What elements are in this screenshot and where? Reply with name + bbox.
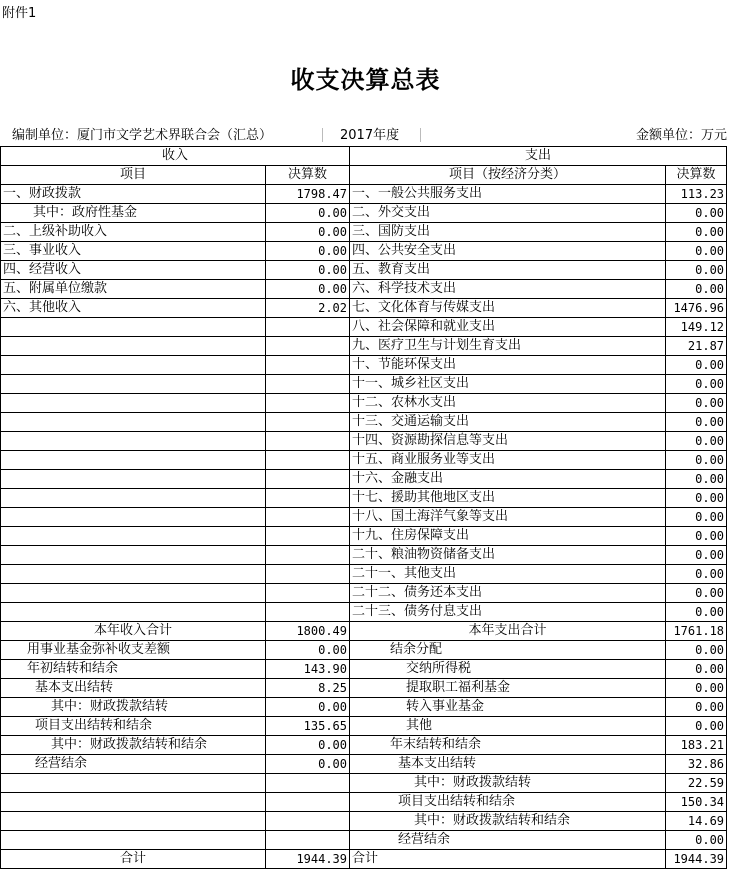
- empty-cell: [266, 394, 350, 413]
- table-row: [1, 299, 727, 318]
- expense-value: 0.00: [666, 584, 727, 603]
- table-row: [1, 660, 727, 679]
- empty-cell: [266, 451, 350, 470]
- table-row: [1, 470, 727, 489]
- income-value: 0.00: [266, 736, 350, 755]
- empty-cell: [266, 831, 350, 850]
- expense-subtotal-label: 本年支出合计: [350, 622, 666, 641]
- expense-label: 十一、城乡社区支出: [350, 375, 666, 394]
- table-row: [1, 242, 727, 261]
- expense-subtotal-value: 1761.18: [666, 622, 727, 641]
- table-row: [1, 793, 727, 812]
- expense-label: 提取职工福利基金: [350, 679, 666, 698]
- empty-cell: [1, 413, 266, 432]
- table-row: [1, 185, 727, 204]
- org-label: 编制单位：厦门市文学艺术界联合会（汇总）: [12, 128, 273, 143]
- table-row: [1, 546, 727, 565]
- empty-cell: [1, 432, 266, 451]
- table-row: [1, 451, 727, 470]
- empty-cell: [266, 356, 350, 375]
- expense-value: 0.00: [666, 546, 727, 565]
- table-row: [1, 698, 727, 717]
- empty-cell: [266, 565, 350, 584]
- table-row: [1, 375, 727, 394]
- income-label: 年初结转和结余: [1, 660, 266, 679]
- expense-value: 0.00: [666, 451, 727, 470]
- income-label: 其中：财政拨款结转: [1, 698, 266, 717]
- expense-value: 0.00: [666, 204, 727, 223]
- income-header: 收入: [1, 147, 350, 166]
- empty-cell: [1, 812, 266, 831]
- empty-cell: [1, 356, 266, 375]
- meta-divider: [322, 128, 323, 142]
- empty-cell: [266, 413, 350, 432]
- empty-cell: [1, 546, 266, 565]
- empty-cell: [266, 793, 350, 812]
- income-value: 1798.47: [266, 185, 350, 204]
- income-label: 经营结余: [1, 755, 266, 774]
- expense-label: 二、外交支出: [350, 204, 666, 223]
- page-title: 收支决算总表: [290, 66, 441, 94]
- income-label: 二、上级补助收入: [1, 223, 266, 242]
- expense-label: 六、科学技术支出: [350, 280, 666, 299]
- expense-label: 二十三、债务付息支出: [350, 603, 666, 622]
- table-row: [1, 812, 727, 831]
- subtotal-row: [1, 622, 727, 641]
- empty-cell: [266, 318, 350, 337]
- expense-value: 0.00: [666, 603, 727, 622]
- expense-label: 十五、商业服务业等支出: [350, 451, 666, 470]
- expense-value: 0.00: [666, 261, 727, 280]
- table-row: [1, 318, 727, 337]
- empty-cell: [266, 812, 350, 831]
- expense-label: 七、文化体育与传媒支出: [350, 299, 666, 318]
- table-row: [1, 413, 727, 432]
- table-row: [1, 565, 727, 584]
- expense-label: 经营结余: [350, 831, 666, 850]
- table-row: [1, 204, 727, 223]
- expense-value: 0.00: [666, 356, 727, 375]
- income-subtotal-value: 1800.49: [266, 622, 350, 641]
- expense-label: 十四、资源勘探信息等支出: [350, 432, 666, 451]
- income-label: 项目支出结转和结余: [1, 717, 266, 736]
- budget-table: [0, 146, 727, 869]
- expense-label: 四、公共安全支出: [350, 242, 666, 261]
- table-row: [1, 641, 727, 660]
- expense-value: 0.00: [666, 641, 727, 660]
- income-amount-header: 决算数: [266, 166, 350, 185]
- expense-label: 其他: [350, 717, 666, 736]
- income-label: 其中：财政拨款结转和结余: [1, 736, 266, 755]
- table-row: [1, 755, 727, 774]
- expense-value: 0.00: [666, 489, 727, 508]
- expense-label: 十九、住房保障支出: [350, 527, 666, 546]
- expense-value: 113.23: [666, 185, 727, 204]
- income-label: 五、附属单位缴款: [1, 280, 266, 299]
- income-total-label: 合计: [1, 850, 266, 869]
- expense-value: 0.00: [666, 831, 727, 850]
- empty-cell: [266, 774, 350, 793]
- expense-value: 0.00: [666, 242, 727, 261]
- expense-label: 一、一般公共服务支出: [350, 185, 666, 204]
- table-row: [1, 584, 727, 603]
- expense-label: 基本支出结转: [350, 755, 666, 774]
- subheader-row: [1, 166, 727, 185]
- income-value: 8.25: [266, 679, 350, 698]
- empty-cell: [1, 527, 266, 546]
- expense-value: 149.12: [666, 318, 727, 337]
- income-value: 0.00: [266, 641, 350, 660]
- table-row: [1, 432, 727, 451]
- table-row: [1, 280, 727, 299]
- table-row: [1, 337, 727, 356]
- table-row: [1, 508, 727, 527]
- empty-cell: [1, 470, 266, 489]
- empty-cell: [266, 337, 350, 356]
- expense-value: 0.00: [666, 565, 727, 584]
- expense-label: 十八、国土海洋气象等支出: [350, 508, 666, 527]
- empty-cell: [1, 774, 266, 793]
- income-value: 0.00: [266, 261, 350, 280]
- table-row: [1, 603, 727, 622]
- table-row: [1, 831, 727, 850]
- expense-item-header: 项目（按经济分类）: [350, 166, 666, 185]
- empty-cell: [266, 584, 350, 603]
- expense-label: 十六、金融支出: [350, 470, 666, 489]
- empty-cell: [1, 489, 266, 508]
- income-label: 四、经营收入: [1, 261, 266, 280]
- header-row: [1, 147, 727, 166]
- meta-divider: [420, 128, 421, 142]
- table-row: [1, 356, 727, 375]
- table-row: [1, 394, 727, 413]
- expense-value: 0.00: [666, 432, 727, 451]
- expense-value: 0.00: [666, 413, 727, 432]
- table-row: [1, 527, 727, 546]
- expense-value: 1476.96: [666, 299, 727, 318]
- expense-total-value: 1944.39: [666, 850, 727, 869]
- empty-cell: [266, 432, 350, 451]
- empty-cell: [1, 318, 266, 337]
- expense-value: 0.00: [666, 717, 727, 736]
- expense-label: 九、医疗卫生与计划生育支出: [350, 337, 666, 356]
- income-value: 143.90: [266, 660, 350, 679]
- expense-value: 0.00: [666, 679, 727, 698]
- empty-cell: [1, 793, 266, 812]
- empty-cell: [266, 375, 350, 394]
- expense-value: 22.59: [666, 774, 727, 793]
- attachment-label: 附件1: [2, 6, 37, 21]
- empty-cell: [1, 565, 266, 584]
- empty-cell: [266, 546, 350, 565]
- expense-label: 二十、粮油物资储备支出: [350, 546, 666, 565]
- expense-value: 0.00: [666, 698, 727, 717]
- table-row: [1, 774, 727, 793]
- table-row: [1, 717, 727, 736]
- expense-label: 十七、援助其他地区支出: [350, 489, 666, 508]
- income-value: 0.00: [266, 755, 350, 774]
- expense-value: 32.86: [666, 755, 727, 774]
- income-total-value: 1944.39: [266, 850, 350, 869]
- expense-value: 0.00: [666, 223, 727, 242]
- expense-label: 其中：财政拨款结转: [350, 774, 666, 793]
- income-value: 0.00: [266, 204, 350, 223]
- empty-cell: [1, 375, 266, 394]
- expense-total-label: 合计: [350, 850, 666, 869]
- empty-cell: [1, 337, 266, 356]
- expense-label: 转入事业基金: [350, 698, 666, 717]
- income-value: 0.00: [266, 698, 350, 717]
- table-row: [1, 736, 727, 755]
- empty-cell: [1, 603, 266, 622]
- expense-value: 21.87: [666, 337, 727, 356]
- table-row: [1, 679, 727, 698]
- income-value: 0.00: [266, 280, 350, 299]
- empty-cell: [1, 508, 266, 527]
- expense-value: 0.00: [666, 375, 727, 394]
- expense-value: 0.00: [666, 660, 727, 679]
- expense-value: 14.69: [666, 812, 727, 831]
- empty-cell: [1, 584, 266, 603]
- expense-label: 十二、农林水支出: [350, 394, 666, 413]
- empty-cell: [266, 603, 350, 622]
- expense-value: 183.21: [666, 736, 727, 755]
- expense-label: 二十一、其他支出: [350, 565, 666, 584]
- expense-label: 项目支出结转和结余: [350, 793, 666, 812]
- expense-value: 0.00: [666, 527, 727, 546]
- empty-cell: [1, 394, 266, 413]
- income-label: 用事业基金弥补收支差额: [1, 641, 266, 660]
- income-value: 2.02: [266, 299, 350, 318]
- income-label: 一、财政拨款: [1, 185, 266, 204]
- expense-value: 0.00: [666, 280, 727, 299]
- expense-label: 十、节能环保支出: [350, 356, 666, 375]
- expense-label: 交纳所得税: [350, 660, 666, 679]
- income-value: 135.65: [266, 717, 350, 736]
- empty-cell: [266, 508, 350, 527]
- table-row: [1, 223, 727, 242]
- expense-label: 年末结转和结余: [350, 736, 666, 755]
- income-label: 其中：政府性基金: [1, 204, 266, 223]
- income-item-header: 项目: [1, 166, 266, 185]
- income-subtotal-label: 本年收入合计: [1, 622, 266, 641]
- expense-amount-header: 决算数: [666, 166, 727, 185]
- empty-cell: [1, 831, 266, 850]
- expense-label: 八、社会保障和就业支出: [350, 318, 666, 337]
- empty-cell: [266, 489, 350, 508]
- expense-label: 十三、交通运输支出: [350, 413, 666, 432]
- expense-value: 0.00: [666, 394, 727, 413]
- expense-header: 支出: [350, 147, 727, 166]
- income-value: 0.00: [266, 223, 350, 242]
- total-row: [1, 850, 727, 869]
- unit-label: 金额单位：万元: [635, 128, 727, 143]
- table-row: [1, 261, 727, 280]
- income-label: 六、其他收入: [1, 299, 266, 318]
- income-value: 0.00: [266, 242, 350, 261]
- expense-value: 0.00: [666, 508, 727, 527]
- expense-label: 二十二、债务还本支出: [350, 584, 666, 603]
- expense-label: 三、国防支出: [350, 223, 666, 242]
- income-label: 基本支出结转: [1, 679, 266, 698]
- empty-cell: [266, 470, 350, 489]
- expense-value: 150.34: [666, 793, 727, 812]
- empty-cell: [266, 527, 350, 546]
- expense-label: 其中：财政拨款结转和结余: [350, 812, 666, 831]
- empty-cell: [1, 451, 266, 470]
- expense-label: 五、教育支出: [350, 261, 666, 280]
- year-label: 2017年度: [340, 128, 400, 143]
- expense-value: 0.00: [666, 470, 727, 489]
- expense-label: 结余分配: [350, 641, 666, 660]
- table-row: [1, 489, 727, 508]
- income-label: 三、事业收入: [1, 242, 266, 261]
